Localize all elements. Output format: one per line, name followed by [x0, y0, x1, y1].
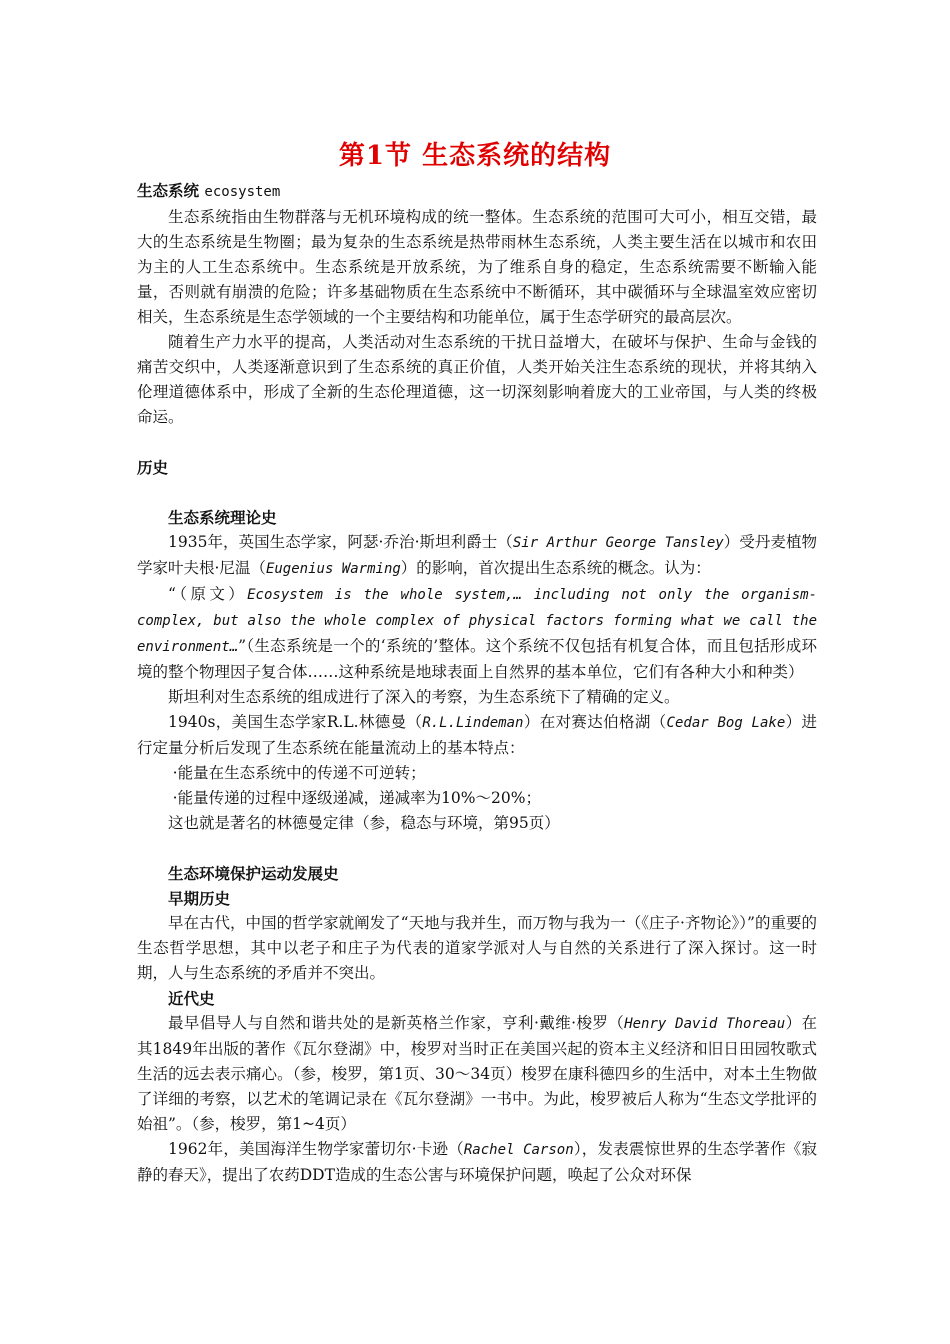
theory-paragraph-3: 斯坦利对生态系统的组成进行了深入的考察，为生态系统下了精确的定义。: [168, 688, 680, 706]
document-body: [137, 178, 817, 1188]
intro-heading-cn: 生态系统: [137, 181, 200, 200]
modern-p2-text-b: ），发表震惊世界的生态学著作《寂静的春天》，提出了农药DDT造成的生态公害与环境保护问题，唤起了公众对环保: [137, 1140, 818, 1184]
tansley-name: Sir Arthur George Tansley: [512, 535, 724, 551]
modern-paragraph-1: [137, 1011, 817, 1137]
theory-paragraph-2: [137, 582, 817, 685]
theory-p4-text-a: 1940s，美国生态学家R.L.林德曼（: [168, 713, 423, 731]
theory-heading: 生态系统理论史: [168, 508, 277, 527]
theory-paragraph-4: [137, 710, 817, 761]
intro-paragraph-2: 随着生产力水平的提高，人类活动对生态系统的干扰日益增大，在破坏与保护、生命与金钱的痛苦交织中，人类逐渐意识到了生态系统的真正价值，人类开始关注生态系统的现状，并将其纳入伦理道德体系中，形成了全新的生态伦理道德，这一切深刻影响着庞大的工业帝国，与人类的终极命运。: [137, 333, 817, 426]
modern-history-heading: 近代史: [168, 989, 215, 1008]
warming-name: Eugenius Warming: [265, 561, 401, 577]
carson-name: Rachel Carson: [463, 1142, 574, 1158]
modern-p1-text-b: ）在其1849年出版的著作《瓦尔登湖》中，梭罗对当时正在美国兴起的资本主义经济和旧日田园牧歌式生活的远去表示痛心。（参，梭罗，第1页、30～34页）梭罗在康科德四乡的生活中，对本土生物做了详细的考察，以艺术的笔调记录在《瓦尔登湖》一书中。为此，梭罗被后人称为“生态文学批评的始祖”。（参，梭罗，第1~4页）: [137, 1014, 817, 1133]
theory-p2-text-a: “（原文）: [168, 585, 248, 603]
tansley-quote: Ecosystem is the whole system,… including not only the organism-complex, but also the whole complex of physical factors forming what we call the environment…: [137, 587, 818, 655]
thoreau-name: Henry David Thoreau: [624, 1016, 786, 1032]
theory-p4-text-b: ）在对赛达伯格湖（: [523, 713, 667, 731]
modern-p2-text-a: 1962年，美国海洋生物学家蕾切尔·卡逊（: [168, 1140, 464, 1158]
theory-p1-text-b: ）受丹麦植物学家叶夫根·尼温（: [137, 533, 817, 577]
theory-p1-text-a: 1935年，英国生态学家，阿瑟·乔治·斯坦利爵士（: [168, 533, 513, 551]
bullet-item-1: ·能量在生态系统中的传递不可逆转；: [172, 764, 426, 782]
intro-paragraph-1: 生态系统指由生物群落与无机环境构成的统一整体。生态系统的范围可大可小，相互交错，最大的生态系统是生物圈；最为复杂的生态系统是热带雨林生态系统，人类主要生活在以城市和农田为主的人工生态系统中。生态系统是开放系统，为了维系自身的稳定，生态系统需要不断输入能量，否则就有崩溃的危险；许多基础物质在生态系统中不断循环，其中碳循环与全球温室效应密切相关，生态系统是生态学领域的一个主要结构和功能单位，属于生态学研究的最高层次。: [137, 208, 817, 326]
cedar-bog-lake: Cedar Bog Lake: [666, 715, 786, 731]
theory-paragraph-5: 这也就是著名的林德曼定律（参，稳态与环境，第95页）: [168, 814, 560, 832]
lindeman-name: R.L.Lindeman: [422, 715, 524, 731]
theory-p1-text-c: ）的影响，首次提出生态系统的概念。认为：: [400, 559, 711, 577]
intro-heading-en: ecosystem: [204, 184, 281, 200]
page-title: 第1节 生态系统的结构: [338, 141, 612, 171]
history-heading: 历史: [137, 458, 169, 477]
theory-paragraph-1: [137, 530, 817, 582]
intro-heading: [137, 178, 817, 205]
theory-p4-text-c: ）进行定量分析后发现了生态系统在能量流动上的基本特点：: [137, 713, 817, 757]
theory-p2-text-b: ”（生态系统是一个的‘系统的’整体。这个系统不仅包括有机复合体，而且包括形成环境的整个物理因子复合体……这种系统是地球表面上自然界的基本单位，它们有各种大小和种类）: [137, 637, 817, 681]
modern-paragraph-2: [137, 1137, 817, 1188]
protection-heading: 生态环境保护运动发展史: [168, 864, 339, 883]
early-history-heading: 早期历史: [168, 889, 231, 908]
bullet-item-2: ·能量传递的过程中逐级递减，递减率为10%～20%；: [172, 789, 541, 807]
early-history-paragraph: 早在古代，中国的哲学家就阐发了“天地与我并生，而万物与我为一（《庄子·齐物论》）”的重要的生态哲学思想，其中以老子和庄子为代表的道家学派对人与自然的关系进行了深入探讨。这一时期，人与生态系统的矛盾并不突出。: [137, 914, 817, 982]
modern-p1-text-a: 最早倡导人与自然和谐共处的是新英格兰作家，亨利·戴维·梭罗（: [168, 1014, 625, 1032]
